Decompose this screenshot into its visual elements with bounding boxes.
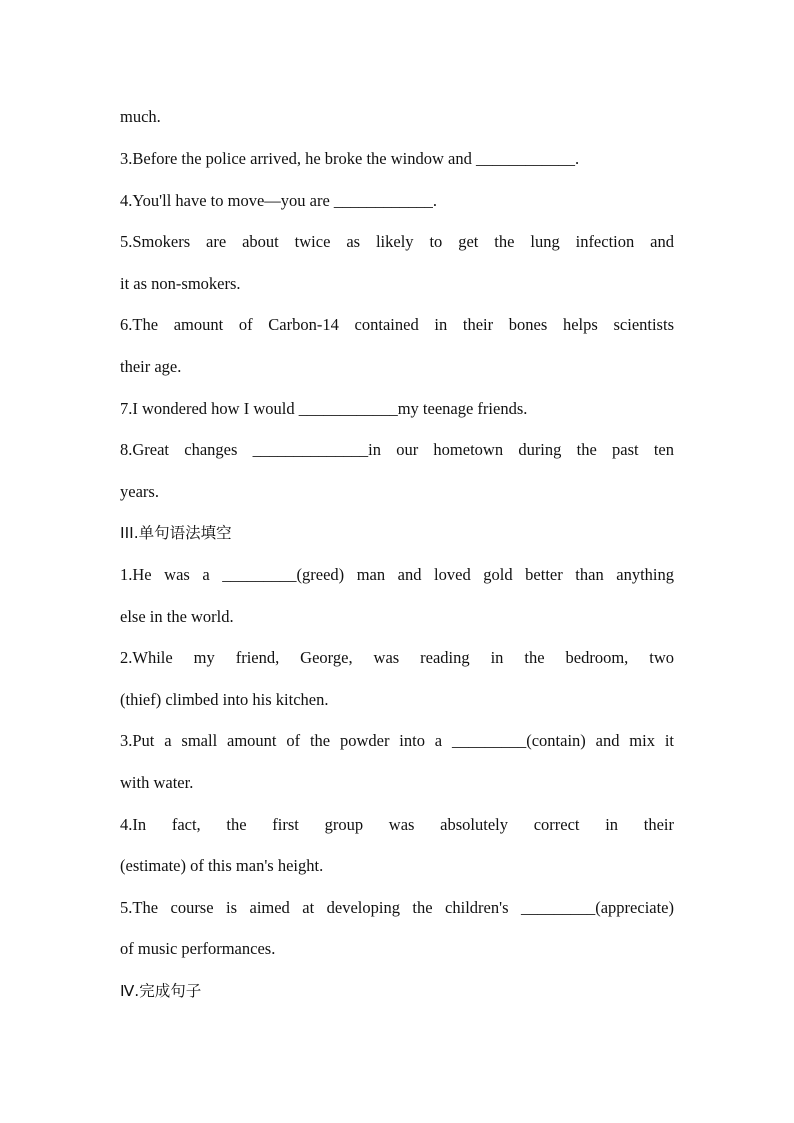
text-line: of music performances.	[120, 939, 276, 958]
text-line: much.	[120, 107, 161, 126]
text-line: 8.Great changes ______________in our hometown during the past ten	[120, 440, 674, 459]
text-line: 6.The amount of Carbon-14 contained in their bones helps scientists	[120, 315, 674, 334]
text-line: 3.Before the police arrived, he broke the window and ____________.	[120, 149, 580, 168]
text-line: 5.The course is aimed at developing the children's _________(appreciate)	[120, 898, 674, 917]
text-line: (thief) climbed into his kitchen.	[120, 690, 329, 709]
section-heading: III.单句语法填空	[120, 524, 232, 542]
text-line: their age.	[120, 357, 182, 376]
text-line: else in the world.	[120, 607, 234, 626]
text-line: 5.Smokers are about twice as likely to get the lung infection and	[120, 232, 674, 251]
text-line: with water.	[120, 773, 194, 792]
text-line: 2.While my friend, George, was reading in the bedroom, two	[120, 648, 674, 667]
text-line: 1.He was a _________(greed) man and loved gold better than anything	[120, 565, 674, 584]
text-line: it as non-smokers.	[120, 274, 241, 293]
text-line: 3.Put a small amount of the powder into a _________(contain) and mix it	[120, 731, 674, 750]
text-line: (estimate) of this man's height.	[120, 856, 324, 875]
section-heading: Ⅳ.完成句子	[120, 982, 202, 1000]
text-line: 4.In fact, the first group was absolutely correct in their	[120, 815, 674, 834]
text-line: 7.I wondered how I would ____________my teenage friends.	[120, 399, 528, 418]
text-line: 4.You'll have to move—you are ____________.	[120, 191, 438, 210]
text-line: years.	[120, 482, 159, 501]
